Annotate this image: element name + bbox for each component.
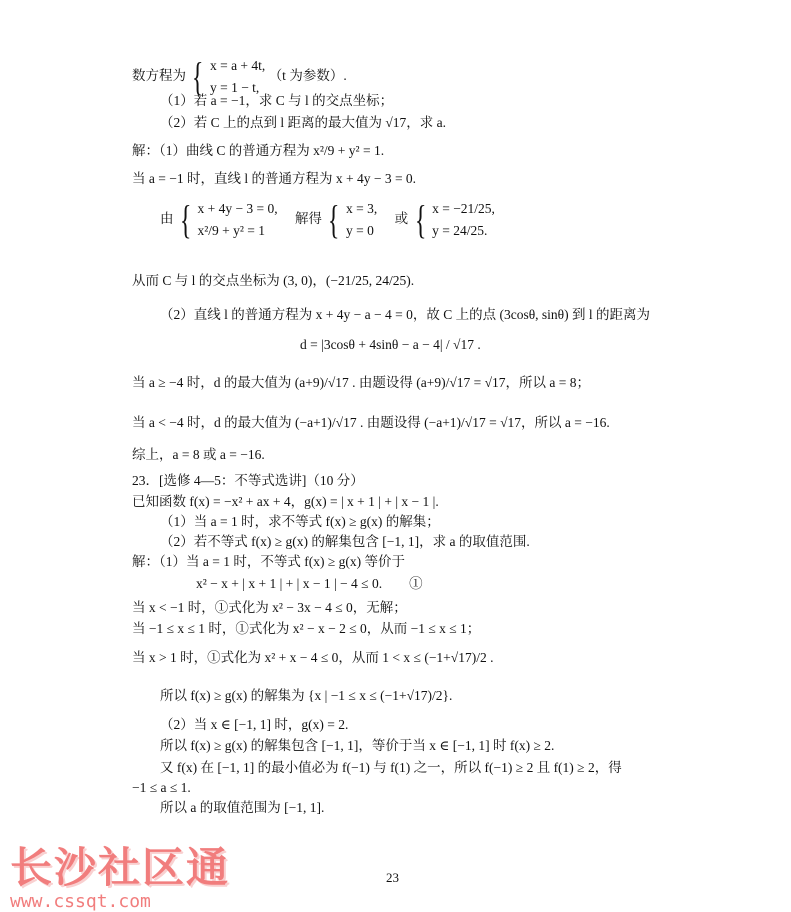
eq-system bbox=[432, 198, 495, 242]
solution-line: 综上，a = 8 或 a = −16. bbox=[132, 447, 265, 462]
solution-line: 又 f(x) 在 [−1, 1] 的最小值必为 f(−1) 与 f(1) 之一，所以 f(−1) ≥ 2 且 f(1) ≥ 2，得 bbox=[160, 760, 622, 775]
solution-line: x² − x + | x + 1 | + | x − 1 | − 4 ≤ 0. ① bbox=[196, 576, 423, 591]
watermark-url: www.cssqt.com bbox=[10, 891, 151, 912]
solution-line: 从而 C 与 l 的交点坐标为 (3, 0)，(−21/25, 24/25). bbox=[132, 273, 415, 288]
eq: x = a + 4t, bbox=[209, 58, 266, 73]
solution-line: 当 x < −1 时，①式化为 x² − 3x − 4 ≤ 0，无解； bbox=[132, 600, 407, 615]
solution-line: 所以 f(x) ≥ g(x) 的解集为 {x | −1 ≤ x ≤ (−1+√17)/2}. bbox=[160, 688, 453, 703]
solution-line: （2）直线 l 的普通方程为 x + 4y − a − 4 = 0，故 C 上的点 (3cosθ, sinθ) 到 l 的距离为 bbox=[160, 307, 651, 322]
solution-line: 解：（1）当 a = 1 时，不等式 f(x) ≥ g(x) 等价于 bbox=[132, 554, 405, 569]
text: 或 bbox=[394, 211, 409, 227]
solution-line: 当 a < −4 时，d 的最大值为 (−a+1)/√17 . 由题设得 (−a+1)/√17 = √17，所以 a = −16. bbox=[132, 415, 610, 430]
solution-line: 所以 a 的取值范围为 [−1, 1]. bbox=[160, 800, 325, 815]
solution-line: 当 x > 1 时，①式化为 x² + x − 4 ≤ 0，从而 1 < x ≤ (−1+√17)/2 . bbox=[132, 650, 494, 665]
solution-line: 当 −1 ≤ x ≤ 1 时，①式化为 x² − x − 2 ≤ 0，从而 −1 ≤ x ≤ 1； bbox=[132, 621, 481, 636]
solution-line: （2）当 x ∈ [−1, 1] 时，g(x) = 2. bbox=[160, 717, 349, 732]
text: 解得 bbox=[295, 211, 323, 227]
distance-formula: d = |3cosθ + 4sinθ − a − 4| / √17 . bbox=[300, 337, 481, 352]
brace-icon: { bbox=[414, 197, 426, 242]
brace-icon: { bbox=[192, 54, 204, 99]
text: （t 为参数）. bbox=[268, 68, 347, 84]
solution-line: −1 ≤ a ≤ 1. bbox=[132, 780, 191, 795]
solve-system-line bbox=[160, 198, 495, 242]
page-number: 23 bbox=[386, 870, 399, 885]
watermark-title: 长沙社区通 bbox=[10, 843, 231, 892]
text: 由 bbox=[160, 211, 174, 227]
problem-text: 已知函数 f(x) = −x² + ax + 4，g(x) = | x + 1 | + | x − 1 |. bbox=[132, 494, 439, 509]
question-2: （2）若 C 上的点到 l 距离的最大值为 √17，求 a. bbox=[160, 115, 447, 130]
solution-line: 当 a ≥ −4 时，d 的最大值为 (a+9)/√17 . 由题设得 (a+9)/√17 = √17，所以 a = 8； bbox=[132, 375, 591, 390]
solution-line: 解：（1）曲线 C 的普通方程为 x²/9 + y² = 1. bbox=[132, 143, 385, 158]
problem-heading: 23．[选修 4—5：不等式选讲]（10 分） bbox=[132, 473, 364, 488]
eq: x + 4y − 3 = 0, bbox=[197, 201, 278, 216]
brace-icon: { bbox=[328, 197, 340, 242]
problem-question: （2）若不等式 f(x) ≥ g(x) 的解集包含 [−1, 1]，求 a 的取值范围. bbox=[160, 534, 530, 549]
eq-system bbox=[197, 198, 277, 242]
text: 数方程为 bbox=[132, 68, 186, 84]
eq: y = 24/25. bbox=[432, 223, 488, 238]
eq: x = 3, bbox=[346, 201, 378, 216]
question-1: （1）若 a = −1，求 C 与 l 的交点坐标； bbox=[160, 93, 394, 108]
solution-line: 所以 f(x) ≥ g(x) 的解集包含 [−1, 1]，等价于当 x ∈ [−1, 1] 时 f(x) ≥ 2. bbox=[160, 738, 555, 753]
problem-question: （1）当 a = 1 时，求不等式 f(x) ≥ g(x) 的解集； bbox=[160, 514, 440, 529]
eq: y = 1 − t, bbox=[209, 80, 260, 95]
eq: x = −21/25, bbox=[432, 201, 495, 216]
solution-line: 当 a = −1 时，直线 l 的普通方程为 x + 4y − 3 = 0. bbox=[132, 171, 417, 186]
eq: y = 0 bbox=[346, 223, 374, 238]
eq: x²/9 + y² = 1 bbox=[197, 223, 266, 238]
watermark-logo bbox=[10, 835, 230, 912]
eq-system bbox=[346, 198, 377, 242]
brace-icon: { bbox=[179, 197, 192, 242]
